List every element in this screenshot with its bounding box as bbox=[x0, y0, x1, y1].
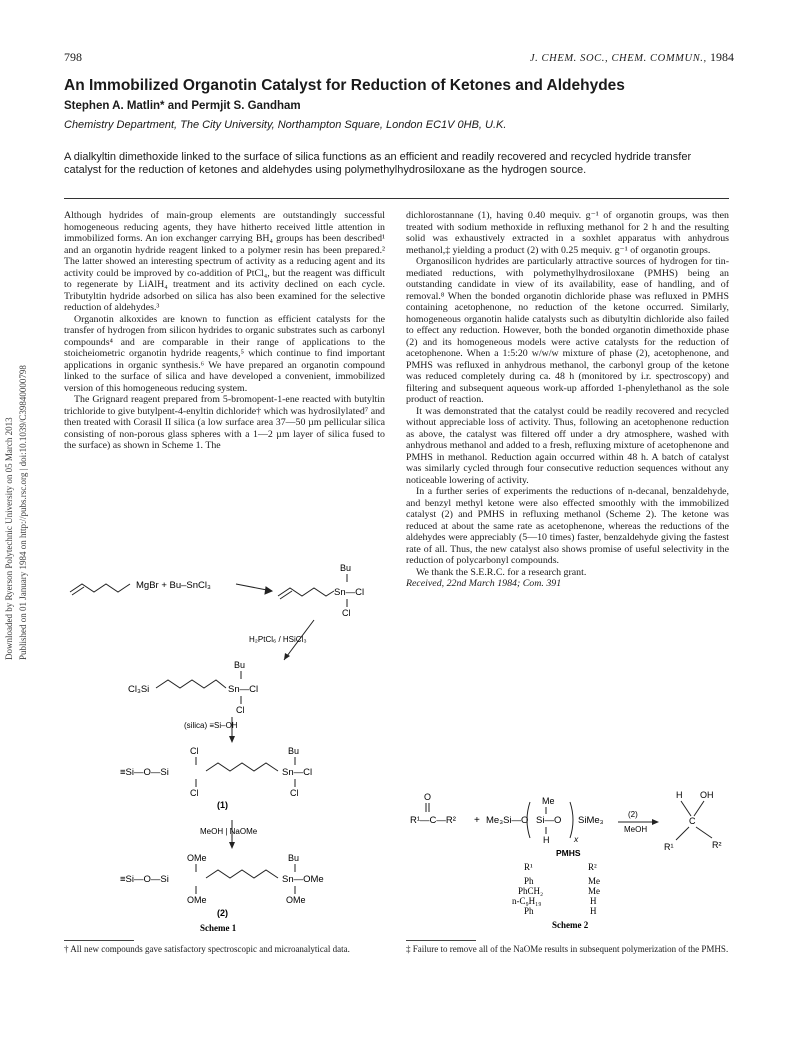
sn-cl: Sn—Cl bbox=[334, 587, 365, 598]
product-carbon: C bbox=[689, 816, 696, 826]
article-title: An Immobilized Organotin Catalyst for Reduction of Ketones and Aldehydes bbox=[64, 77, 625, 94]
table-cell: Me bbox=[588, 876, 600, 886]
carbonyl-oxygen: O bbox=[424, 792, 432, 802]
cl-label: Cl bbox=[342, 608, 351, 618]
scheme-2 bbox=[406, 790, 729, 940]
journal-year: 1984 bbox=[710, 50, 734, 64]
sn-ome: Sn—OMe bbox=[282, 874, 324, 885]
compound-2-label: (2) bbox=[217, 908, 228, 918]
scheme-2-caption: Scheme 2 bbox=[552, 920, 589, 930]
table-cell: Ph bbox=[524, 876, 534, 886]
catalyst-label: (2) bbox=[628, 810, 638, 819]
divider bbox=[64, 198, 729, 199]
received-date: Received, 22nd March 1984; Com. 391 bbox=[406, 578, 562, 589]
silica-reagent: (silica) ≡Si–OH bbox=[184, 721, 238, 730]
silica-silyl-ether: ≡Si—O—Si bbox=[120, 874, 169, 885]
download-notice-line2: Published on 01 January 1984 on http://pubs.rsc.org | doi:10.1039/C39840000798 bbox=[18, 365, 28, 660]
table-header-r1: R¹ bbox=[524, 862, 533, 872]
scheme-1 bbox=[64, 558, 385, 938]
cl-label: Cl bbox=[290, 788, 299, 798]
ome-label: OMe bbox=[187, 853, 207, 863]
table-cell: H bbox=[590, 906, 597, 916]
table-cell: n-C₉H₁₉ bbox=[512, 896, 542, 906]
page-number: 798 bbox=[64, 50, 82, 64]
plus-sign: + bbox=[474, 815, 480, 826]
cl-label: Cl bbox=[190, 788, 199, 798]
cl-label: Cl bbox=[190, 746, 199, 756]
affiliation: Chemistry Department, The City University, Northampton Square, London EC1V 0HB, U.K. bbox=[64, 119, 507, 131]
bu-label: Bu bbox=[340, 563, 352, 573]
paragraph: We thank the S.E.R.C. for a research grant. bbox=[416, 566, 587, 578]
cl-label: Cl bbox=[236, 705, 245, 715]
pmhs-right: SiMe₃ bbox=[578, 815, 604, 826]
ome-label: OMe bbox=[286, 895, 306, 905]
footnote-rule bbox=[406, 940, 476, 941]
table-cell: PhCH₂ bbox=[518, 886, 544, 896]
compound-1-label: (1) bbox=[217, 800, 228, 810]
trichlorosilyl: Cl₃Si bbox=[128, 684, 150, 695]
bu-label: Bu bbox=[288, 746, 300, 756]
paragraph: The Grignard reagent prepared from 5-bromopent-1-ene reacted with butyltin trichloride to give butylpent-4-enyltin dichloride† which was hydrosilylated⁷ and then treated with Corasil II silica (a low surface area 37—50 µm pellicular silica consisting of non-porous glass spheres with a 1—2 µm layer of silica fused to the surface) as shown in Scheme 1. The bbox=[64, 394, 385, 451]
footnote-rule bbox=[64, 940, 134, 941]
table-header-r2: R² bbox=[588, 862, 597, 872]
right-column bbox=[406, 210, 729, 590]
product-r1: R¹ bbox=[664, 842, 674, 852]
bu-label: Bu bbox=[288, 853, 300, 863]
hydride-label: H bbox=[543, 835, 550, 845]
product-h: H bbox=[676, 790, 683, 800]
table-cell: Me bbox=[588, 886, 600, 896]
abstract: A dialkyltin dimethoxide linked to the surface of silica functions as an efficient and readily recovered and recycled hydride transfer catalyst for the reduction of ketones and aldehydes using polymethylhydrosiloxane as the hydrogen source. bbox=[64, 151, 692, 176]
product-oh: OH bbox=[700, 790, 714, 800]
product-r2: R² bbox=[712, 840, 722, 850]
methoxide-reagent: MeOH | NaOMe bbox=[200, 827, 258, 836]
repeat-subscript: x bbox=[574, 834, 579, 844]
pmhs-left: Me₃Si—O bbox=[486, 815, 529, 826]
silica-silyl-ether: ≡Si—O—Si bbox=[120, 767, 169, 778]
left-column bbox=[64, 210, 385, 452]
journal-name: J. CHEM. SOC., CHEM. COMMUN., bbox=[529, 53, 707, 64]
sn-cl: Sn—Cl bbox=[228, 684, 259, 695]
table-cell: H bbox=[590, 896, 597, 906]
bu-label: Bu bbox=[234, 660, 246, 670]
paragraph: Organosilicon hydrides are particularly attractive sources of hydrogen for tin-mediated reductions, with polymethylhydrosiloxane (PMHS) being an outstanding candidate in view of its availability, ease of handling, and of removal.⁸ When the bonded organotin dichloride phase was refluxed in PMHS containing acetophenone, no reduction of the ketone occurred. Similarly, homogeneous organotin halide catalysts such as dibutyltin dichloride also failed to effect any reduction. However, both the bonded organotin dimethoxide phase (2) and its homogeneous models were active catalysts for the reduction of acetophenone. When a 1:5:20 w/w/w mixture of phase (2), acetophenone, and PMHS was refluxed in anhydrous methanol, the carbonyl group of the ketone was reduced completely during ca. 48 h (monitored by i.r. spectroscopy) and filtering and subsequent aqueous work-up afforded 1-phenylethanol as the sole product of reaction. bbox=[406, 256, 729, 405]
footnote-double-dagger: ‡ Failure to remove all of the NaOMe results in subsequent polymerization of the PMHS. bbox=[406, 944, 729, 954]
siloxane-unit: Si—O bbox=[536, 815, 562, 826]
journal-header bbox=[530, 50, 734, 65]
paragraph: dichlorostannane (1), having 0.40 mequiv. g⁻¹ of organotin groups, was then treated with sodium methoxide in refluxing methanol for 2 h and the resulting solid was exhaustively extracted in a soxhlet apparatus with anhydrous methanol,‡ yielding a product (2) with 0.25 mequiv. g⁻¹ of organotin groups. bbox=[406, 210, 729, 256]
pmhs-label: PMHS bbox=[556, 848, 581, 858]
footnote-dagger: † All new compounds gave satisfactory spectroscopic and microanalytical data. bbox=[64, 944, 350, 954]
scheme-1-caption: Scheme 1 bbox=[200, 923, 237, 933]
ome-label: OMe bbox=[187, 895, 207, 905]
carbonyl-reactant: R¹—C—R² bbox=[410, 815, 456, 826]
paragraph: Organotin alkoxides are known to function as efficient catalysts for the transfer of hydrogen from silicon hydrides to organic substrates such as carbonyl compounds⁴ and are comparable in their range of applications to the stoicheiometric organotin hydride reagents,⁵ which continue to find important applications in organic synthesis.⁶ We have prepared an organotin compound linked to the surface of silica and have developed a convenient, immobilized version of this homogeneous reducing system. bbox=[64, 313, 385, 394]
paragraph: In a further series of experiments the reductions of n-decanal, benzaldehyde, and benzyl methyl ketone were also effected smoothly with the immobilized catalyst (2) and PMHS in refluxing methanol (Scheme 2). The ketone was reduced at about the same rate as acetophenone, whereas the reductions of the aldehydes were appreciably (5—10 times) faster, benzaldehyde giving the fastest rate of all. Thus, the new catalyst also shows promise of useful selectivity in the reduction of polycarbonyl compounds. bbox=[406, 486, 729, 566]
authors: Stephen A. Matlin* and Permjit S. Gandham bbox=[64, 100, 301, 112]
download-notice-line1: Downloaded by Ryerson Polytechnic University on 05 March 2013 bbox=[4, 417, 14, 660]
paragraph: Although hydrides of main-group elements are outstandingly successful homogeneous reducing agents, they have hitherto received little attention in immobilized forms. An ion exchanger carrying BH₄ groups has been described¹ and an organotin hydride reagent linked to a polymer resin has been prepared.² The latter showed an interesting spectrum of activity as a reducing agent and its activity could be improved by co-addition of PtCl₄, but the reagent was difficult to regenerate by LiAlH₄ treatment and its activity declined on each cycle. Tributyltin hydride adsorbed on silica has also been examined for the selective reduction of aldehydes.³ bbox=[64, 210, 385, 313]
hydrosilylation-reagents: H₂PtCl₆ / HSiCl₃ bbox=[249, 635, 307, 644]
sn-cl: Sn—Cl bbox=[282, 767, 313, 778]
grignard-reagents: MgBr + Bu–SnCl₃ bbox=[136, 580, 211, 591]
methyl-label: Me bbox=[542, 796, 555, 806]
paragraph: It was demonstrated that the catalyst could be readily recovered and recycled without appreciable loss of activity. Thus, following an acetophenone reduction as above, the catalyst was filtered off under a dry atmosphere, washed with anhydrous methanol and added to a fresh, refluxing mixture of acetophenone and PMHS in methanol. Reduction again occurred within 48 h. A batch of catalyst was similarly cycled through four consecutive reduction sequences without any noticeable lowering of activity. bbox=[406, 405, 729, 486]
solvent-label: MeOH bbox=[624, 825, 648, 834]
table-cell: Ph bbox=[524, 906, 534, 916]
